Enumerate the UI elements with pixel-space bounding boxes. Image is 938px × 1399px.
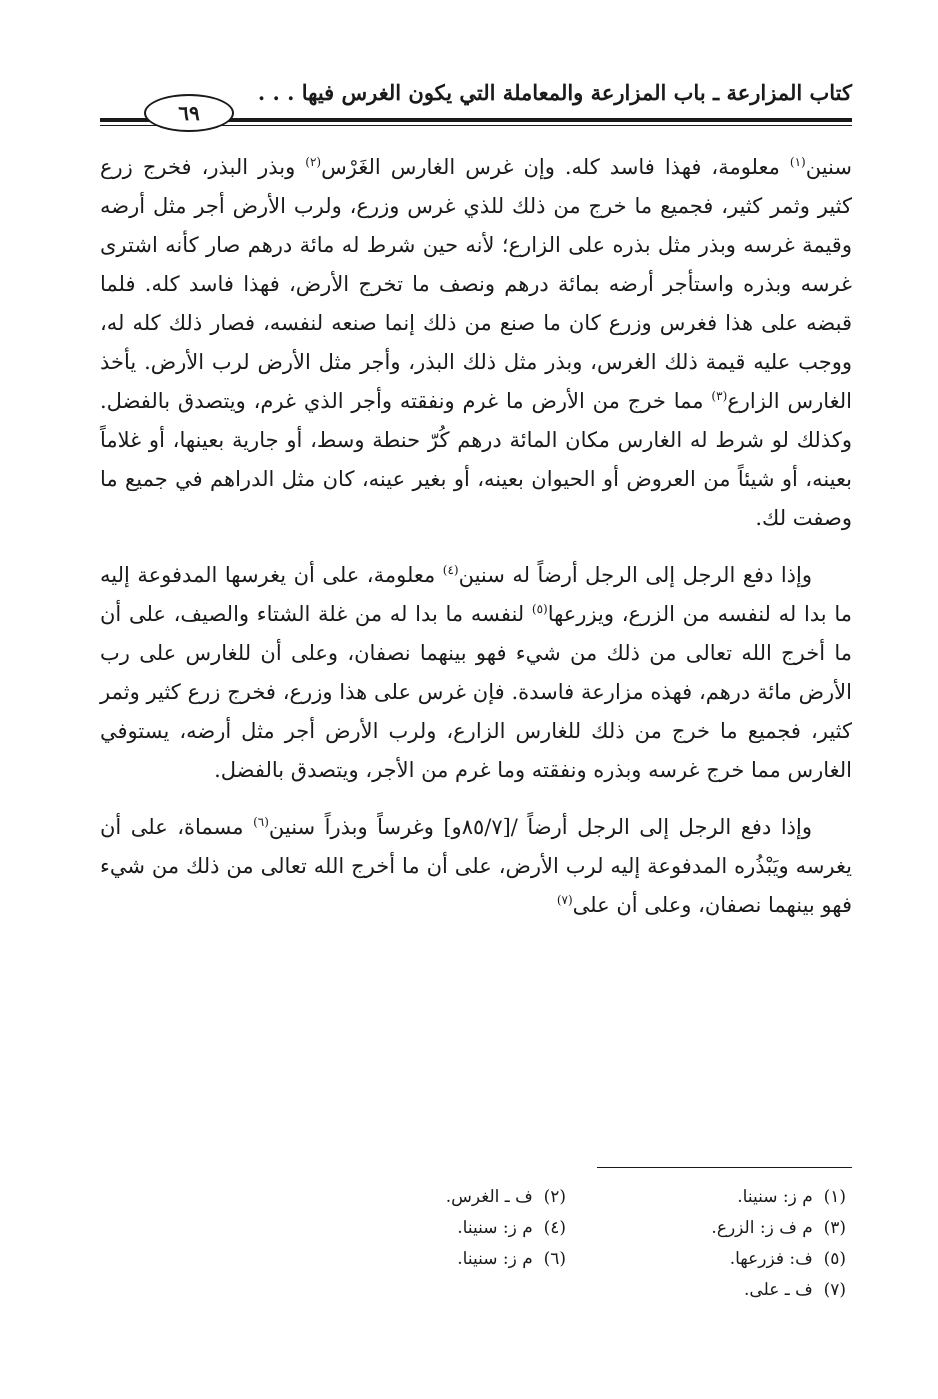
footnote-ref: (٧) bbox=[556, 893, 573, 907]
page-number: ٦٩ bbox=[144, 94, 234, 132]
footnote-7 bbox=[566, 1275, 846, 1306]
footnote-number: (٤) bbox=[543, 1218, 566, 1238]
footnote-ref: (١) bbox=[789, 155, 806, 169]
footnote-number: (٧) bbox=[823, 1280, 846, 1300]
footnote-text: ف ـ على. bbox=[744, 1280, 813, 1300]
footnote-number: (١) bbox=[823, 1187, 846, 1207]
page-header bbox=[100, 70, 852, 132]
paragraph-1 bbox=[100, 148, 852, 538]
running-title: كتاب المزارعة ـ باب المزارعة والمعاملة التي يكون الغرس فيها . . . bbox=[257, 80, 852, 105]
footnote-5 bbox=[566, 1244, 846, 1275]
footnote-ref: (٦) bbox=[253, 815, 269, 829]
footnote-text: م ز: سنينا. bbox=[457, 1249, 533, 1269]
footnote-text: م ز: سنينا. bbox=[737, 1187, 813, 1207]
main-text bbox=[100, 148, 852, 943]
footnote-3 bbox=[566, 1213, 846, 1244]
footnote-text: م ز: سنينا. bbox=[457, 1218, 533, 1238]
footnote-text: ف ـ الغرس. bbox=[445, 1187, 533, 1207]
text-run: معلومة، فهذا فاسد كله. وإن غرس الغارس الغَرْس bbox=[321, 155, 790, 179]
footnote-1 bbox=[566, 1182, 846, 1213]
text-run: وإذا دفع الرجل إلى الرجل أرضاً /[٨٥/٧و] وغرساً وبذراً سنين bbox=[268, 815, 812, 839]
footnote-number: (٣) bbox=[823, 1218, 846, 1238]
footnote-6 bbox=[306, 1244, 566, 1275]
footnote-4 bbox=[306, 1213, 566, 1244]
footnote-ref: (٢) bbox=[305, 155, 322, 169]
footnote-number: (٢) bbox=[543, 1187, 566, 1207]
text-run: مسماة، على أن يغرسه ويَبْذُره المدفوعة إليه لرب الأرض، على أن ما أخرج الله تعالى من ذلك من شيء فهو بينهما نصفان، وعلى أن على bbox=[100, 815, 852, 917]
footnote-text: م ف ز: الزرع. bbox=[711, 1218, 813, 1238]
text-run: مما خرج من الأرض ما غرم ونفقته وأجر الذي غرم، ويتصدق بالفضل. وكذلك لو شرط له الغارس مكان المائة درهم كُرّ حنطة وسط، أو جارية بعينها، أو غلاماً بعينه، أو شيئاً من العروض أو الحيوان بعينه، أو بغير عينه، كان مثل الدراهم في جميع ما وصفت لك. bbox=[100, 389, 852, 530]
footnote-2 bbox=[306, 1182, 566, 1213]
footnote-number: (٥) bbox=[823, 1249, 846, 1269]
footnote-ref: (٣) bbox=[711, 389, 728, 403]
text-run: وبذر البذر، فخرج زرع كثير وثمر كثير، فجميع ما خرج من ذلك للذي غرس وزرع، ولرب الأرض أجر مثل أرضه وقيمة غرسه وبذر مثل بذره على الزارع؛ لأنه حين شرط له مائة درهم صار كأنه اشترى غرسه وبذره واستأجر أرضه بمائة درهم ونصف ما تخرج الأرض، فهذا فاسد كله. فلما قبضه على هذا فغرس وزرع كان ما صنع من ذلك إنما صنعه لنفسه، فصار ذلك كله له، ووجب عليه قيمة ذلك الغرس، وبذر مثل ذلك البذر، وأجر مثل الأرض لرب الأرض. يأخذ الغارس الزارع bbox=[100, 155, 852, 413]
paragraph-3 bbox=[100, 808, 852, 925]
footnote-separator bbox=[597, 1167, 852, 1168]
paragraph-2 bbox=[100, 556, 852, 790]
footnote-number: (٦) bbox=[543, 1249, 566, 1269]
footnote-text: ف: فزرعها. bbox=[729, 1249, 813, 1269]
footnote-ref: (٥) bbox=[531, 602, 548, 616]
text-run: وإذا دفع الرجل إلى الرجل أرضاً له سنين bbox=[458, 563, 812, 587]
text-run: لنفسه ما بدا له من غلة الشتاء والصيف، على أن ما أخرج الله تعالى من ذلك من شيء فهو بينهما نصفان، وعلى أن للغارس على رب الأرض مائة درهم، فهذه مزارعة فاسدة. فإن غرس على هذا وزرع، فخرج زرع كثير وثمر كثير، فجميع ما خرج من ذلك للغارس الزارع، ولرب الأرض أجر مثل أرضه، يستوفي الغارس مما خرج غرسه وبذره ونفقته وما غرم من الأجر، ويتصدق بالفضل. bbox=[100, 602, 852, 782]
footnotes bbox=[306, 1182, 846, 1306]
footnote-ref: (٤) bbox=[442, 563, 459, 577]
text-run: معلومة، على أن يغرسها المدفوعة إليه ما بدا له لنفسه من الزرع، ويزرعها bbox=[100, 563, 852, 626]
text-run: سنين bbox=[805, 155, 852, 179]
